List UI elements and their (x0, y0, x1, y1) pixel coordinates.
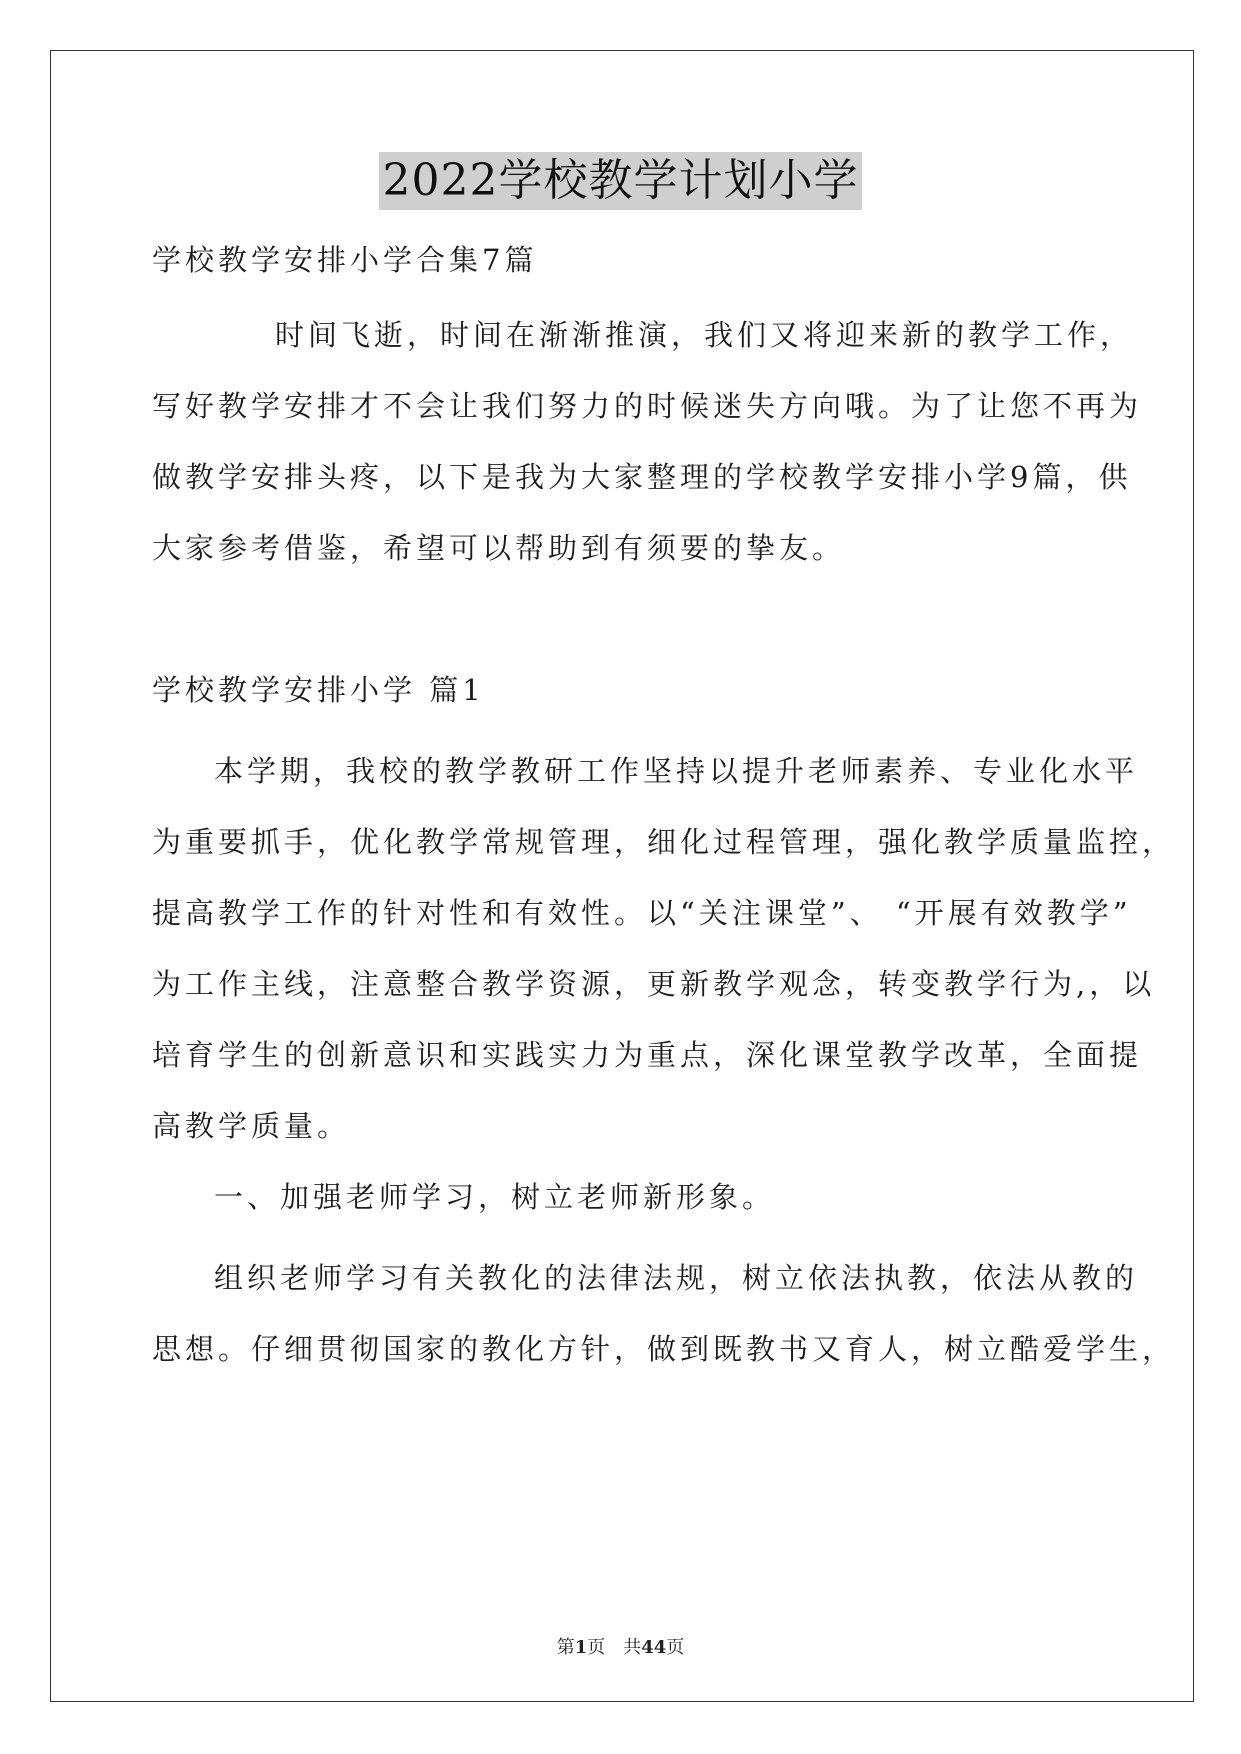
footer-total-pages: 44 (641, 1637, 667, 1658)
section-line-1: 本学期，我校的教学教研工作坚持以提升老师素养、专业化水平 (214, 754, 1139, 788)
footer-page-number: 1 (574, 1637, 588, 1658)
section-line-9: 思想。仔细贯彻国家的教化方针，做到既教书又育人，树立酷爱学生， (152, 1332, 1176, 1366)
title-container (0, 152, 1241, 210)
section-line-5: 培育学生的创新意识和实践实力为重点，深化课堂教学改革，全面提 (152, 1038, 1143, 1072)
footer-middle: 页 共 (587, 1637, 642, 1658)
section-line-6: 高教学质量。 (152, 1109, 351, 1143)
intro-line-1: 时间飞逝，时间在渐渐推演，我们又将迎来新的教学工作， (275, 318, 1134, 352)
intro-line-2: 写好教学安排才不会让我们努力的时候迷失方向哦。为了让您不再为 (152, 389, 1143, 423)
section-line-2: 为重要抓手，优化教学常规管理，细化过程管理，强化教学质量监控， (152, 825, 1176, 859)
section-line-8: 组织老师学习有关教化的法律法规，树立依法执教，依法从教的 (214, 1261, 1139, 1295)
intro-line-3: 做教学安排头疼，以下是我为大家整理的学校教学安排小学9篇，供 (152, 460, 1132, 494)
page-border (50, 50, 1194, 1702)
page-footer (0, 1636, 1241, 1660)
section-line-7: 一、加强老师学习，树立老师新形象。 (214, 1180, 776, 1214)
document-title: 2022学校教学计划小学 (379, 152, 863, 210)
section-line-4: 为工作主线，注意整合教学资源，更新教学观念，转变教学行为,，以 (152, 967, 1156, 1001)
intro-line-4: 大家参考借鉴，希望可以帮助到有须要的挚友。 (152, 531, 846, 565)
subtitle: 学校教学安排小学合集7篇 (152, 243, 538, 277)
footer-prefix: 第 (556, 1637, 575, 1658)
footer-suffix: 页 (666, 1637, 685, 1658)
section-heading: 学校教学安排小学 篇1 (152, 673, 485, 707)
section-line-3: 提高教学工作的针对性和有效性。以“关注课堂”、 “开展有效教学” (152, 896, 1132, 930)
